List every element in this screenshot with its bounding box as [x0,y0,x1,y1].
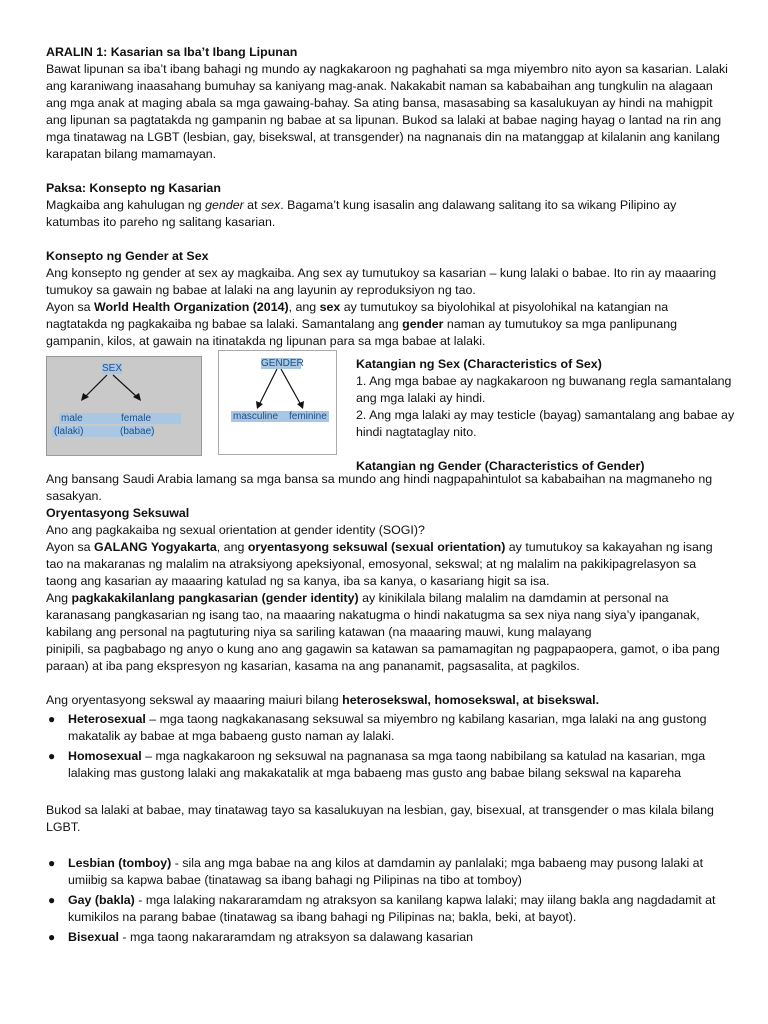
gender-diagram-title: GENDER [261,358,304,369]
figure-row [46,350,735,473]
katangian-sex-item-1: 1. Ang mga babae ay nagkakaroon ng buwanang regla samantalang ang mga lalaki ay hindi. [356,374,732,405]
sex-label-female: female [121,413,152,424]
document-page [46,44,735,949]
oryentasyon-paragraph-3: pinipili, sa pagbabago ng anyo o kung ano ang gagawin sa katawan sa pamamagitan ng pagpapaopera, gamot, o iba pang paraan) at iba pang ekspresyon ng kasarian, kasama na ang pananamit, pagsasalita, at pagkilos. [46,642,720,673]
lgbt-intro: Bukod sa lalaki at babae, may tinatawag tayo sa kasalukuyan na lesbian, gay, bisexual, at transgender o mas kilala bilang LGBT. [46,803,714,834]
katangian-sex-item-2: 2. Ang mga lalaki ay may testicle (bayag) samantalang ang babae ay hindi nagtataglay nito. [356,408,735,439]
intro-paragraph: Bawat lipunan sa iba’t ibang bahagi ng mundo ay nagkakaroon ng paghahati sa mga miyembro nito ayon sa kasarian. Lalaki ang karaniwang inaasahang bumuhay sa kaniyang mag-anak. Nakakabit naman sa kababaihan ang tungkulin na alagaan ang mga anak at maging abala sa mga gawaing-bahay. Sa ating bansa, masasabing sa kasalukuyan ay hindi na mahigpit ang lipunan sa pagtatakda ng gampanin ng babae at sa lipunan. Bukod sa lalaki at babae naging hayag o lantad na rin ang mga tinatawag na LGBT (lesbian, gay, bisekswal, at transgender) na nagnanais din na matanggap at kilalanin ang kanilang karapatan bilang mamamayan. [46,62,728,161]
list-item-bisexual: ● Bisexual - mga taong nakararamdam ng atraksyon sa dalawang kasarian [48,930,473,944]
list-item-lesbian: ● Lesbian (tomboy) - sila ang mga babae na ang kilos at damdamin ay panlalaki; mga babaeng may pusong lalaki at umiibig sa kapwa babae (tinatawag sa ibang bahagi ng Pilipinas na tibo at tomboy) [48,856,704,887]
gender-label-feminine: feminine [289,411,327,422]
katangian-gender-paragraph: Ang bansang Saudi Arabia lamang sa mga bansa sa mundo ang hindi nagpapahintulot sa kababaihan na magmaneho ng sasakyan. [46,472,713,503]
sogi-question: Ano ang pagkakaiba ng sexual orientation at gender identity (SOGI)? [46,523,425,537]
sex-label-male: male [61,413,83,424]
bullet-icon: ● [48,930,56,944]
bullet-icon: ● [48,856,56,870]
lesson-title: ARALIN 1: Kasarian sa Iba’t Ibang Lipunan [46,45,298,59]
katangian-sex-heading: Katangian ng Sex (Characteristics of Sex) [356,357,602,371]
bullet-icon: ● [48,712,56,726]
oryentasyon-paragraph-2: Ang pagkakakilanlang pangkasarian (gender identity) ay kinikilala bilang malalim na damdamin at personal na karanasang pangkasarian ng isang tao, na maaaring nakatugma o hindi nakatugma sa sex niya nang siya’y ipanganak, kabilang ang personal na pagtuturing niya sa sariling katawan (na maaaring mauwi, kung malayang [46,591,700,639]
sex-diagram [46,356,202,456]
list-item-homosexual: ● Homosexual – mga nagkakaroon ng seksuwal na pagnanasa sa mga taong nabibilang sa katulad na kasarian, mga lalaking mas gustong lalaki ang makakatalik at mga babaeng mas gusto ang babae bilang sekswal na kapareha [48,749,706,780]
oryentasyon-heading: Oryentasyong Seksuwal [46,506,190,520]
types-intro: Ang oryentasyong sekswal ay maaaring maiuri bilang heterosekswal, homosekswal, at bisekswal. [46,693,600,707]
konsepto-paragraph-1: Ang konsepto ng gender at sex ay magkaiba. Ang sex ay tumutukoy sa kasarian – kung lalaki o babae. Ito rin ay maaaring tumukoy sa gawain ng babae at lalaki na ang layunin ay reproduksiyon ng tao. [46,266,717,297]
konsepto-heading: Konsepto ng Gender at Sex [46,249,209,263]
bullet-icon: ● [48,893,56,907]
sex-diagram-title: SEX [102,363,123,374]
bullet-icon: ● [48,749,56,763]
sex-label-babae: (babae) [120,426,155,437]
sex-diagram-arrows [47,357,201,455]
list-item-gay: ● Gay (bakla) - mga lalaking nakararamdam ng atraksyon sa kanilang kapwa lalaki; may iilang bakla ang nagdadamit at kumikilos na parang babae (tinatawag sa ibang bahagi ng Pilipinas na; bakla, beki, at bayot). [48,893,716,924]
gender-diagram [218,350,337,455]
katangian-gender-heading: Katangian ng Gender (Characteristics of Gender) [356,459,645,473]
katangian-sex-block [356,356,736,475]
konsepto-paragraph-2: Ayon sa World Health Organization (2014), ang sex ay tumutukoy sa biyolohikal at pisyolohikal na katangian na nagtatakda ng pagkakaiba ng babae sa lalaki. Samantalang ang gender naman ay tumutukoy sa mga panlipunang gampanin, kilos, at gawain na itinatakda ng lipunan para sa mga babae at lalaki. [46,300,677,348]
paksa-heading: Paksa: Konsepto ng Kasarian [46,181,221,195]
gender-label-masculine: masculine [233,411,279,422]
paksa-paragraph: Magkaiba ang kahulugan ng gender at sex. Bagama’t kung isasalin ang dalawang salitang ito sa wikang Pilipino ay katumbas ito pareho ng salitang kasarian. [46,198,677,229]
list-item-heterosexual: ● Heterosexual – mga taong nagkakanasang seksuwal sa miyembro ng kabilang kasarian, mga lalaki na ang gustong makatalik ay babae at mga babaeng gusto naman ay lalaki. [48,712,707,743]
sex-label-lalaki: (lalaki) [54,426,84,437]
oryentasyon-paragraph-1: Ayon sa GALANG Yogyakarta, ang oryentasyong seksuwal (sexual orientation) ay tumutukoy sa kakayahan ng isang tao na makaranas ng malalim na atraksiyong apeksiyonal, emosyonal, sekswal; at ng malalim na pakikipagrelasyon sa taong ang kasarian ay maaaring katulad ng sa kanya, iba sa kanya, o kasariang higit sa isa. [46,540,713,588]
